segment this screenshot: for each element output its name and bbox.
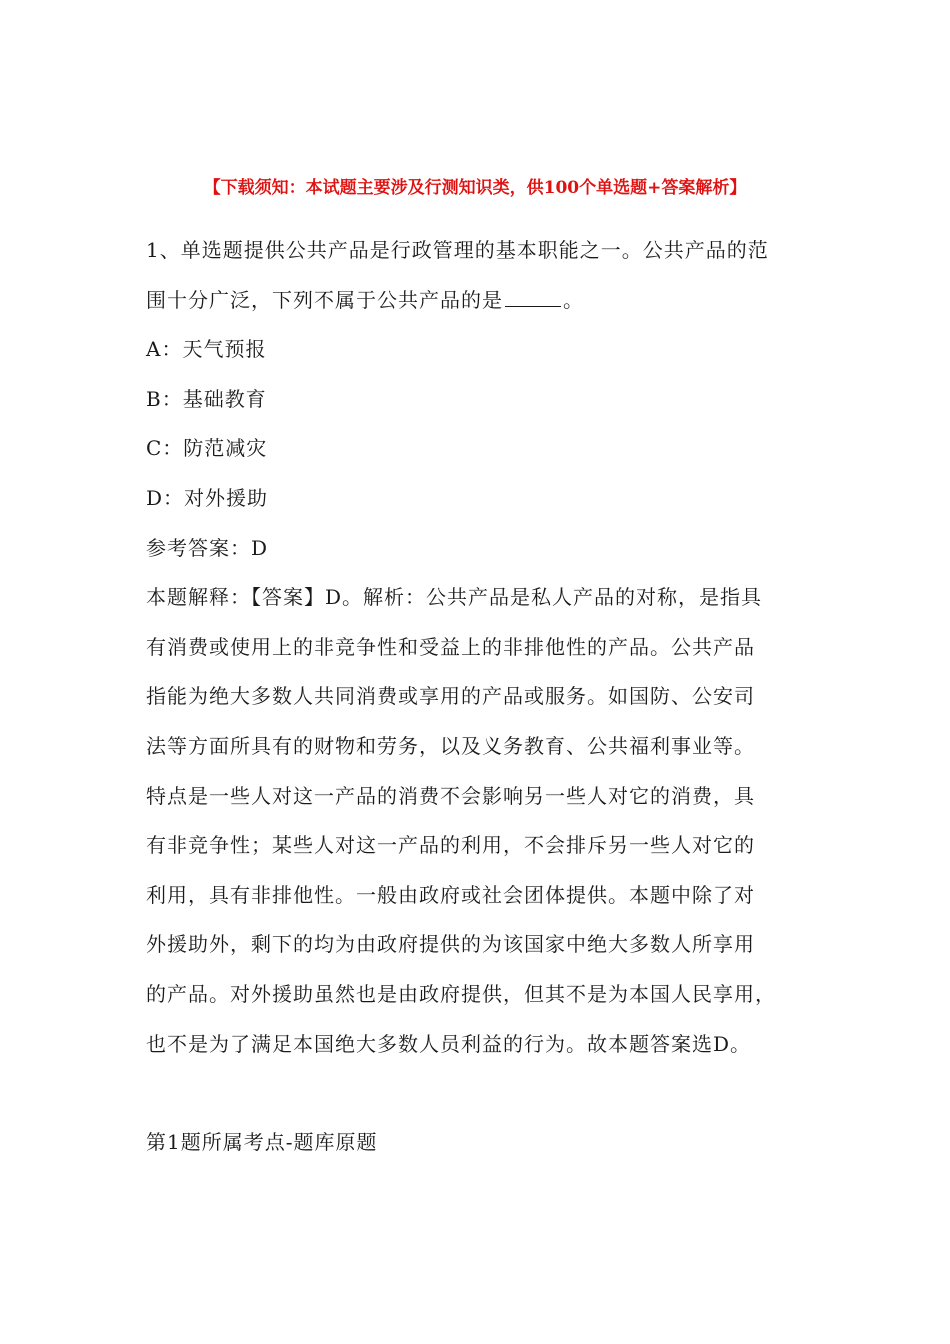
download-notice: 【下载须知：本试题主要涉及行测知识类，供100个单选题+答案解析】 — [203, 178, 747, 198]
option-c: C：防范减灾 — [146, 436, 268, 461]
explanation-line: 的产品。对外援助虽然也是由政府提供，但其不是为本国人民享用， — [146, 981, 776, 1006]
spacer — [146, 1073, 812, 1122]
question-stem-end: 。 — [563, 287, 584, 312]
explanation-line: 有消费或使用上的非竞争性和受益上的非排他性的产品。公共产品 — [146, 634, 755, 659]
option-b: B：基础教育 — [146, 386, 267, 411]
explanation-line: 也不是为了满足本国绝大多数人员利益的行为。故本题答案选D。 — [146, 1031, 752, 1056]
explanation-line: 本题解释：【答案】D。解析：公共产品是私人产品的对称，是指具 — [146, 585, 763, 610]
question-stem-text: 围十分广泛，下列不属于公共产品的是 — [146, 287, 503, 312]
explanation-line: 有非竞争性；某些人对这一产品的利用，不会排斥另一些人对它的 — [146, 833, 755, 858]
explanation-line: 法等方面所具有的财物和劳务，以及义务教育、公共福利事业等。 — [146, 733, 755, 758]
explanation-line: 外援助外，剩下的均为由政府提供的为该国家中绝大多数人所享用 — [146, 932, 755, 957]
explanation-line: 特点是一些人对这一产品的消费不会影响另一些人对它的消费，具 — [146, 783, 755, 808]
question-stem-line-1: 1、单选题提供公共产品是行政管理的基本职能之一。公共产品的范 — [146, 238, 769, 262]
option-a: A：天气预报 — [146, 337, 267, 362]
answer-blank — [505, 286, 561, 307]
explanation-line: 利用，具有非排他性。一般由政府或社会团体提供。本题中除了对 — [146, 882, 755, 907]
question-stem-line-2 — [146, 280, 812, 330]
reference-answer: 参考答案：D — [146, 535, 269, 560]
question-tag: 第1题所属考点-题库原题 — [146, 1130, 378, 1155]
question-block — [146, 230, 812, 1172]
option-d: D：对外援助 — [146, 485, 269, 510]
explanation-line: 指能为绝大多数人共同消费或享用的产品或服务。如国防、公安司 — [146, 684, 755, 709]
